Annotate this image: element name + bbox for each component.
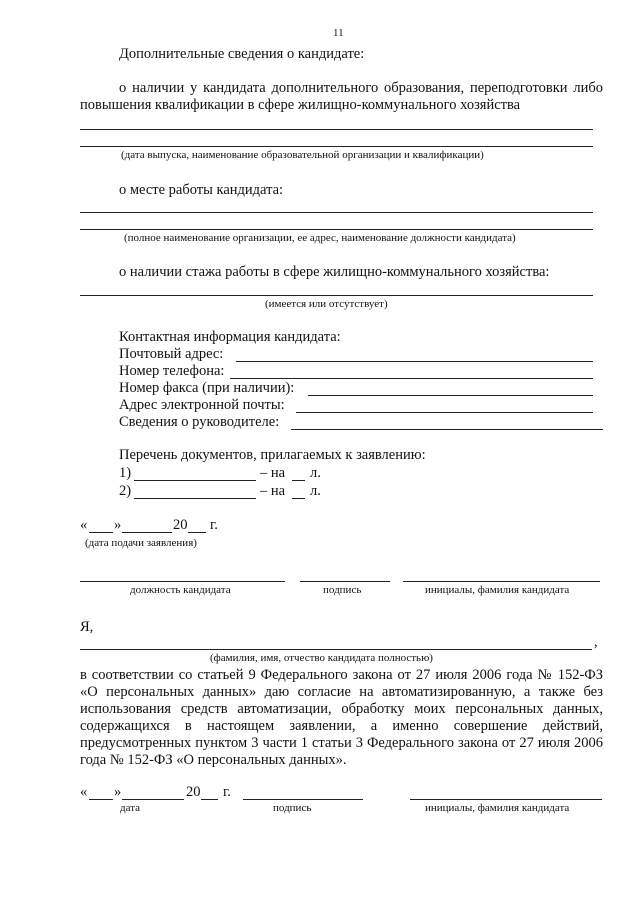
full-name-comma: , bbox=[594, 634, 598, 650]
education-text: о наличии у кандидата дополнительного образования, переподготовки либо повышения квалификации в сфере жилищно-коммунального хозяйства bbox=[80, 80, 603, 113]
document-number-1: 1) bbox=[119, 465, 132, 481]
date-open-quote: « bbox=[80, 517, 88, 533]
date-caption: (дата подачи заявления) bbox=[85, 537, 197, 549]
document-sheets-field-2[interactable] bbox=[292, 498, 305, 499]
work-line-2[interactable] bbox=[80, 229, 593, 230]
name-caption: инициалы, фамилия кандидата bbox=[425, 584, 570, 596]
position-caption: должность кандидата bbox=[130, 584, 231, 596]
final-date-open-quote: « bbox=[80, 784, 88, 800]
document-number-2: 2) bbox=[119, 483, 132, 499]
date-year-field[interactable] bbox=[188, 532, 206, 533]
education-line-2[interactable] bbox=[80, 146, 593, 147]
consent-text: в соответствии со статьей 9 Федерального закона от 27 июля 2006 года № 152-ФЗ «О персональных данных» даю согласие на автоматизированную, а также без использования средств автоматизации, обработку моих персональных данных, содержащихся в настоящем заявлении, а именно совершение действий, предусмотренных пунктом 3 части 1 статьи 3 Федерального закона от 27 июля 2006 года № 152-ФЗ «О персональных данных». bbox=[80, 667, 603, 768]
contact-title: Контактная информация кандидата: bbox=[119, 329, 341, 345]
phone-label: Номер телефона: bbox=[119, 363, 225, 379]
final-signature-field[interactable] bbox=[243, 799, 363, 800]
date-close-quote: » bbox=[114, 517, 122, 533]
education-caption: (дата выпуска, наименование образовательной организации и квалификации) bbox=[121, 149, 484, 161]
full-name-caption: (фамилия, имя, отчество кандидата полностью) bbox=[210, 652, 433, 664]
date-year-suffix: г. bbox=[210, 517, 218, 533]
documents-title: Перечень документов, прилагаемых к заявлению: bbox=[119, 447, 426, 463]
document-name-field-1[interactable] bbox=[134, 480, 256, 481]
name-field[interactable] bbox=[403, 581, 600, 582]
final-name-caption: инициалы, фамилия кандидата bbox=[425, 802, 570, 814]
experience-caption: (имеется или отсутствует) bbox=[265, 298, 388, 310]
document-on-2: – на bbox=[260, 483, 286, 499]
document-sheets-field-1[interactable] bbox=[292, 480, 305, 481]
phone-field[interactable] bbox=[230, 378, 593, 379]
education-line-1[interactable] bbox=[80, 129, 593, 130]
document-name-field-2[interactable] bbox=[134, 498, 256, 499]
page-number: 11 bbox=[333, 27, 344, 39]
final-date-year-prefix: 20 bbox=[186, 784, 201, 800]
signature-field[interactable] bbox=[300, 581, 390, 582]
manager-label: Сведения о руководителе: bbox=[119, 414, 280, 430]
postal-label: Почтовый адрес: bbox=[119, 346, 224, 362]
final-date-year-field[interactable] bbox=[201, 799, 218, 800]
email-label: Адрес электронной почты: bbox=[119, 397, 285, 413]
section-heading: Дополнительные сведения о кандидате: bbox=[119, 46, 365, 62]
document-on-1: – на bbox=[260, 465, 286, 481]
full-name-field[interactable] bbox=[80, 649, 592, 650]
document-sheets-1: л. bbox=[310, 465, 321, 481]
date-day-field[interactable] bbox=[89, 532, 113, 533]
email-field[interactable] bbox=[296, 412, 593, 413]
work-caption: (полное наименование организации, ее адрес, наименование должности кандидата) bbox=[124, 232, 516, 244]
final-name-field[interactable] bbox=[410, 799, 602, 800]
signature-caption: подпись bbox=[323, 584, 362, 596]
final-date-year-suffix: г. bbox=[223, 784, 231, 800]
document-sheets-2: л. bbox=[310, 483, 321, 499]
manager-field[interactable] bbox=[291, 429, 603, 430]
final-date-day-field[interactable] bbox=[89, 799, 113, 800]
experience-line[interactable] bbox=[80, 295, 593, 296]
work-line-1[interactable] bbox=[80, 212, 593, 213]
final-date-month-field[interactable] bbox=[122, 799, 184, 800]
final-signature-caption: подпись bbox=[273, 802, 312, 814]
date-year-prefix: 20 bbox=[173, 517, 188, 533]
final-date-close-quote: » bbox=[114, 784, 122, 800]
experience-label: о наличии стажа работы в сфере жилищно-коммунального хозяйства: bbox=[119, 264, 550, 280]
date-month-field[interactable] bbox=[122, 532, 172, 533]
fax-field[interactable] bbox=[308, 395, 593, 396]
work-label: о месте работы кандидата: bbox=[119, 182, 284, 198]
fax-label: Номер факса (при наличии): bbox=[119, 380, 295, 396]
final-date-caption: дата bbox=[120, 802, 141, 814]
postal-field[interactable] bbox=[236, 361, 593, 362]
consent-ya: Я, bbox=[80, 619, 94, 635]
position-field[interactable] bbox=[80, 581, 285, 582]
